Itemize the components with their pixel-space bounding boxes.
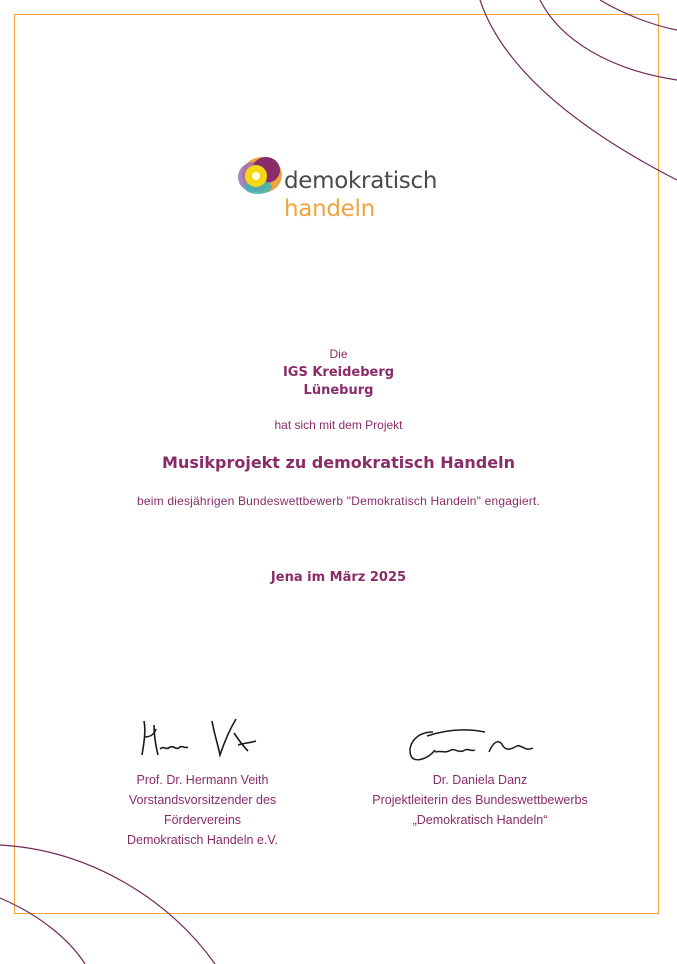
signatory-danz [330,770,630,830]
logo-mark-icon [234,150,286,202]
logo-word-demokratisch: demokratisch [284,168,438,194]
school-name [0,364,677,400]
signatory-veith [90,770,315,850]
school-line-2: Lüneburg [303,383,374,398]
signatory-role-line: Vorstandsvorsitzender des [128,793,277,807]
logo-word-handeln: handeln [284,196,375,222]
signatory-role-line: „Demokratisch Handeln“ [412,813,548,827]
competition-text: beim diesjährigen Bundeswettbewerb "Demokratisch Handeln" engagiert. [136,494,540,508]
logo [234,150,464,230]
project-intro: hat sich mit dem Projekt [274,418,403,432]
signatory-role-line: Projektleiterin des Bundeswettbewerbs [372,793,588,807]
signatory-name: Prof. Dr. Hermann Veith [136,773,269,787]
place-date: Jena im März 2025 [270,570,407,585]
project-title: Musikprojekt zu demokratisch Handeln [162,453,515,472]
signatory-role-line: Demokratisch Handeln e.V. [126,833,278,847]
signatory-role-line: Fördervereins [163,813,242,827]
signature-danz [405,722,540,768]
school-line-1: IGS Kreideberg [282,365,395,380]
signature-veith [138,715,258,763]
signatory-name: Dr. Daniela Danz [432,773,528,787]
intro-text: Die [329,347,348,361]
